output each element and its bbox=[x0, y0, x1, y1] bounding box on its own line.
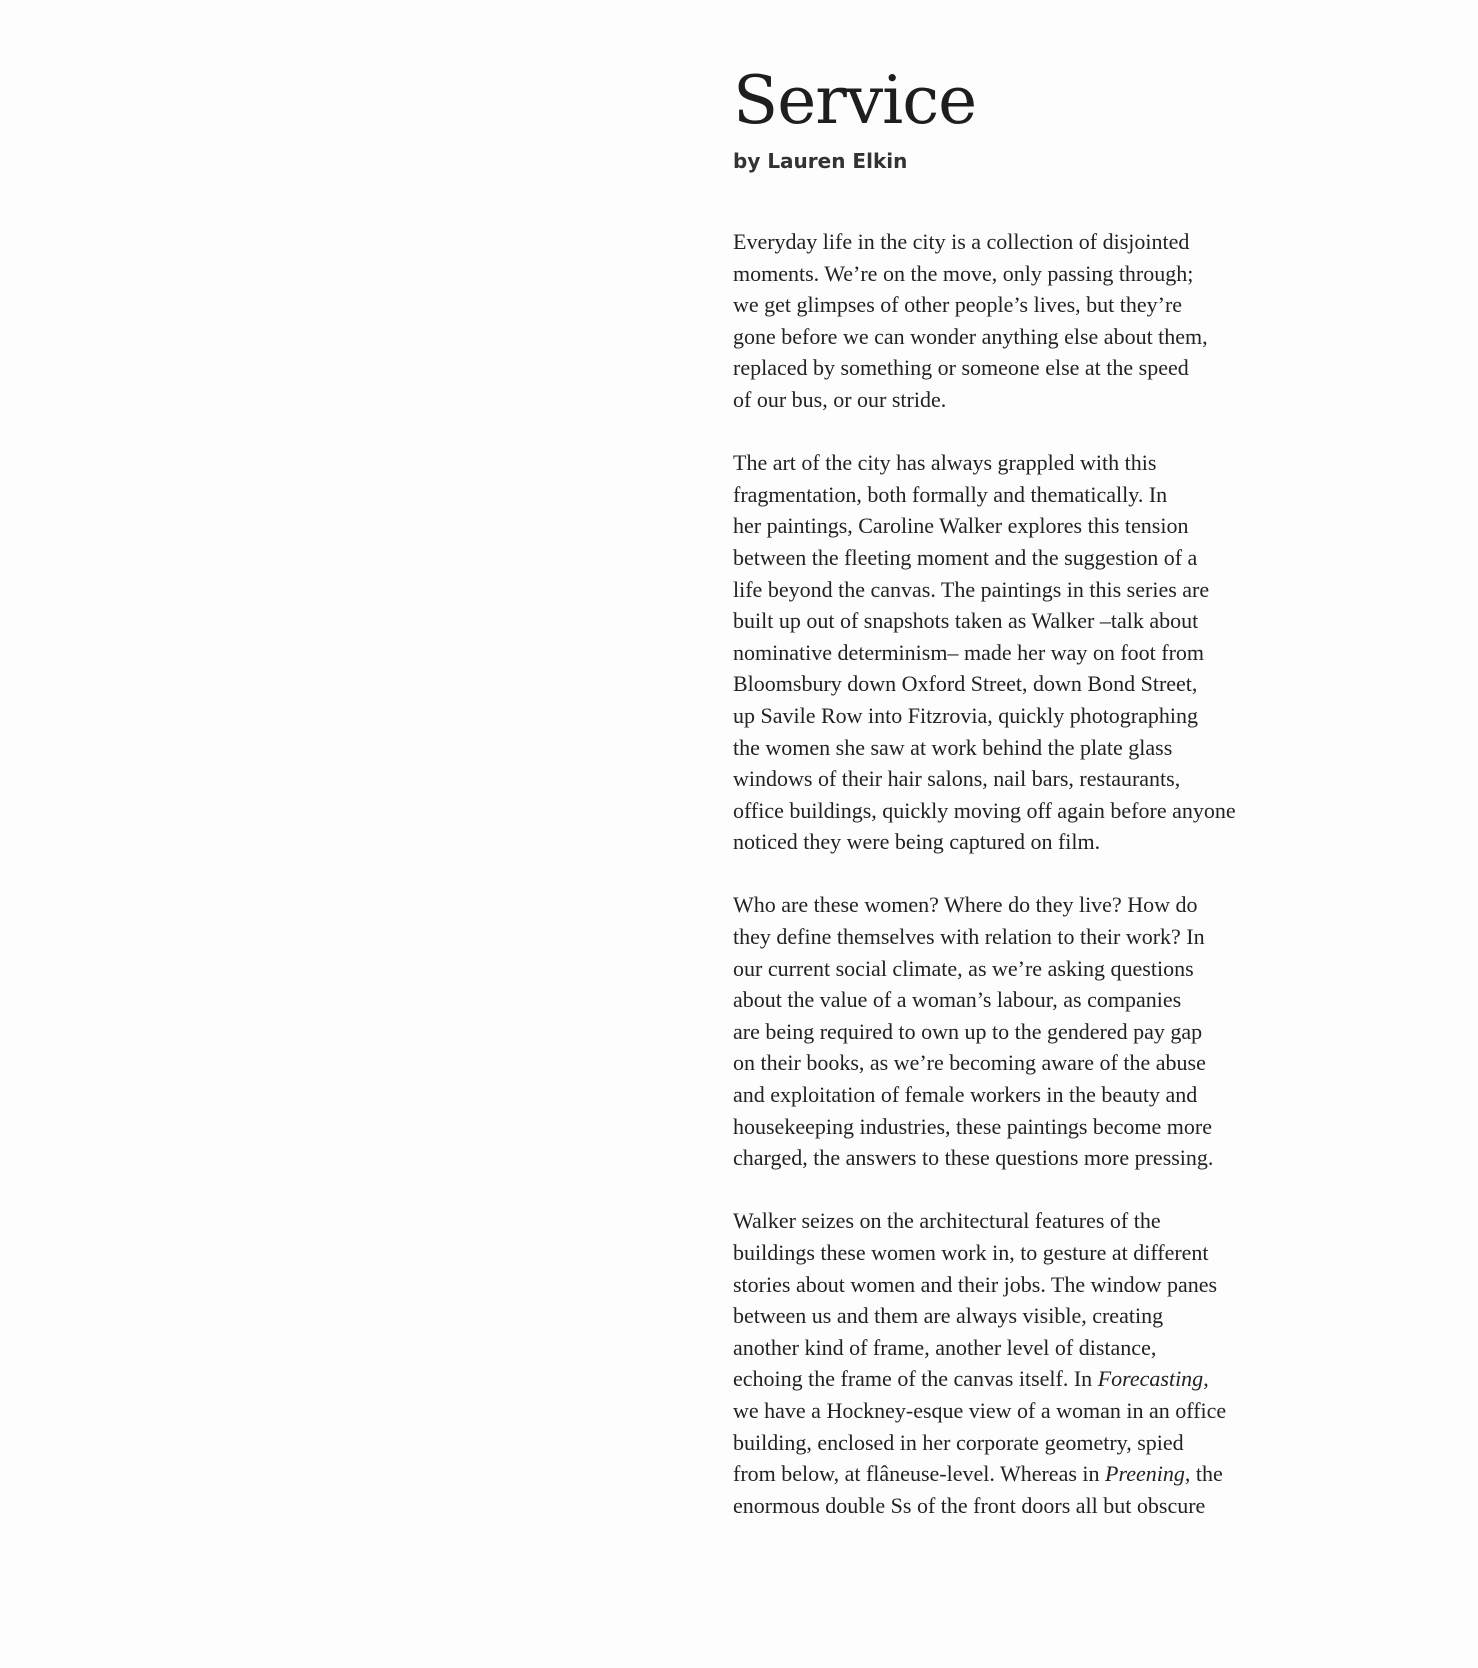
paragraph-2 bbox=[733, 447, 1313, 858]
text-line: on their books, as we’re becoming aware of the abuse bbox=[733, 1050, 1206, 1076]
text-line: Who are these women? Where do they live? How do bbox=[733, 892, 1198, 918]
text-segment: from below, at flâneuse-level. Whereas in bbox=[733, 1461, 1106, 1487]
text-line: between us and them are always visible, creating bbox=[733, 1303, 1164, 1329]
text-segment: echoing the frame of the canvas itself. In bbox=[733, 1366, 1098, 1392]
text-line: replaced by something or someone else at the speed bbox=[733, 355, 1189, 381]
paragraph-3 bbox=[733, 889, 1313, 1173]
text-line: our current social climate, as we’re asking questions bbox=[733, 955, 1194, 981]
artwork-title-forecasting: Forecasting bbox=[1097, 1366, 1204, 1392]
text-line bbox=[733, 1458, 1313, 1490]
text-line: stories about women and their jobs. The window panes bbox=[733, 1271, 1218, 1297]
text-line: they define themselves with relation to their work? In bbox=[733, 924, 1205, 950]
text-line: Walker seizes on the architectural features of the bbox=[733, 1208, 1161, 1234]
text-line: up Savile Row into Fitzrovia, quickly photographing bbox=[733, 702, 1199, 728]
text-line: built up out of snapshots taken as Walker –talk about bbox=[733, 608, 1199, 634]
text-line: windows of their hair salons, nail bars, restaurants, bbox=[733, 766, 1181, 792]
text-line: housekeeping industries, these paintings become more bbox=[733, 1113, 1212, 1139]
text-line: we get glimpses of other people’s lives, but they’re bbox=[733, 292, 1183, 318]
text-line: about the value of a woman’s labour, as companies bbox=[733, 987, 1182, 1013]
text-line: office buildings, quickly moving off again before anyone bbox=[733, 797, 1236, 823]
article-body bbox=[733, 226, 1313, 1521]
text-line: fragmentation, both formally and thematically. In bbox=[733, 481, 1168, 507]
article-title: Service bbox=[733, 62, 977, 139]
text-line: we have a Hockney-esque view of a woman in an office bbox=[733, 1397, 1227, 1423]
article-byline: by Lauren Elkin bbox=[733, 149, 908, 173]
text-line: Everyday life in the city is a collection of disjointed bbox=[733, 229, 1190, 254]
text-line: Bloomsbury down Oxford Street, down Bond Street, bbox=[733, 671, 1198, 697]
text-line: and exploitation of female workers in the beauty and bbox=[733, 1082, 1198, 1108]
article bbox=[733, 60, 1313, 1553]
text-line: buildings these women work in, to gesture at different bbox=[733, 1240, 1209, 1265]
artwork-title-preening: Preening bbox=[1105, 1461, 1185, 1487]
text-line: between the fleeting moment and the suggestion of a bbox=[733, 544, 1198, 570]
paragraph-4 bbox=[733, 1205, 1313, 1521]
text-line: nominative determinism– made her way on foot from bbox=[733, 639, 1205, 665]
text-line: building, enclosed in her corporate geometry, spied bbox=[733, 1429, 1184, 1455]
text-line: charged, the answers to these questions more pressing. bbox=[733, 1145, 1214, 1171]
text-line: enormous double Ss of the front doors all but obscure bbox=[733, 1492, 1206, 1518]
text-line bbox=[733, 1363, 1313, 1395]
text-line: of our bus, or our stride. bbox=[733, 386, 947, 412]
text-line: are being required to own up to the gendered pay gap bbox=[733, 1018, 1203, 1044]
text-segment: , the bbox=[1184, 1461, 1223, 1487]
paragraph-1 bbox=[733, 226, 1313, 416]
text-line: the women she saw at work behind the plate glass bbox=[733, 734, 1173, 760]
text-line: life beyond the canvas. The paintings in this series are bbox=[733, 576, 1210, 602]
text-line: another kind of frame, another level of distance, bbox=[733, 1334, 1157, 1360]
text-line: moments. We’re on the move, only passing through; bbox=[733, 260, 1194, 286]
text-line: noticed they were being captured on film. bbox=[733, 829, 1101, 855]
text-line: her paintings, Caroline Walker explores this tension bbox=[733, 513, 1189, 539]
text-line: gone before we can wonder anything else about them, bbox=[733, 323, 1208, 349]
text-segment: , bbox=[1203, 1366, 1209, 1392]
text-line: The art of the city has always grappled with this bbox=[733, 450, 1157, 476]
